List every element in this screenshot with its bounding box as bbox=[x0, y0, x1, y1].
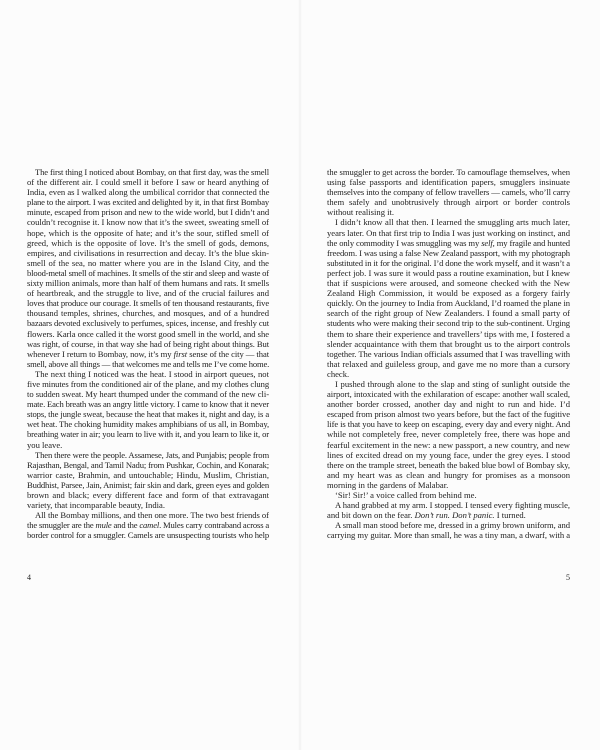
text-line bbox=[27, 429, 269, 439]
text-line bbox=[327, 329, 570, 339]
text-line bbox=[27, 399, 269, 409]
text-segment: I turned. bbox=[494, 510, 526, 521]
text-segment: and the bbox=[111, 520, 140, 531]
text-line bbox=[327, 318, 570, 328]
text-segment: I pushed through alone to the slap and sting of sunlight outside the bbox=[335, 378, 570, 389]
text-segment: to sudden sweat. My heart thumped under the command of the new cli- bbox=[27, 389, 270, 400]
text-segment: sense of the city — that bbox=[187, 348, 270, 359]
text-segment: of heartbreak, and the struggle to live, and of the crucial failures and bbox=[27, 288, 269, 299]
text-line bbox=[27, 197, 269, 207]
text-line bbox=[27, 379, 269, 389]
text-segment: border control for a smuggler. Camels are unsuspecting tourists who help bbox=[27, 530, 269, 541]
text-line bbox=[27, 490, 269, 500]
text-segment: using false passports and identification papers, smugglers insinuate bbox=[327, 177, 570, 188]
text-segment: freedom. I was using a false New Zealand passport, with my photograph bbox=[327, 247, 570, 258]
text-segment: loves that produce our courage. It smells of ten thousand restaurants, five bbox=[27, 298, 270, 309]
text-segment: fearful excitement in the new: a new passport, a new country, and new bbox=[327, 439, 570, 450]
text-segment: I didn’t know all that then. I learned the smuggling arts much later, bbox=[335, 217, 570, 228]
text-line bbox=[327, 217, 570, 227]
text-segment: you leave. bbox=[27, 439, 63, 450]
text-line bbox=[327, 409, 570, 419]
text-segment: Zealand High Commission, it would be exposed as a forgery fairly bbox=[327, 288, 570, 299]
text-line bbox=[27, 359, 269, 369]
text-line bbox=[27, 207, 269, 217]
text-segment: my fragile and hunted bbox=[494, 237, 570, 248]
text-line bbox=[327, 419, 570, 429]
text-line bbox=[27, 510, 269, 520]
text-segment: carrying my guitar. More than small, he was a tiny man, a dwarf, with a bbox=[327, 530, 571, 541]
text-segment: together. The various Indian officials assumed that I was travelling with bbox=[327, 348, 570, 359]
text-segment: A small man stood before me, dressed in a grimy brown uniform, and bbox=[335, 520, 570, 531]
text-line bbox=[27, 470, 269, 480]
text-segment: another border crossed, another day and night to run and hide. I’d bbox=[327, 399, 570, 410]
text-segment: the smuggler are the bbox=[27, 520, 96, 531]
text-segment: there on the trample street, beneath the baked blue bowl of Bombay sky, bbox=[327, 459, 570, 470]
text-line bbox=[327, 379, 570, 389]
text-line bbox=[327, 238, 570, 248]
text-line bbox=[27, 329, 269, 339]
text-segment: breathing water in air; you learn to live with it, and you learn to like it, or bbox=[27, 429, 269, 440]
text-segment: themselves into the company of fellow travellers — camels, who’ll carry bbox=[327, 187, 571, 198]
text-segment: check. bbox=[327, 368, 350, 379]
text-segment: while not completely free, never completely free, there was hope and bbox=[327, 429, 570, 440]
left-page-text bbox=[27, 167, 269, 540]
text-segment: Buddhist, Parsee, Jain, Animist; fair skin and dark, green eyes and golden bbox=[27, 479, 269, 490]
text-line bbox=[27, 520, 269, 530]
text-segment: without realising it. bbox=[327, 207, 395, 218]
text-segment: years later. On that first trip to India I was just working on instinct, and bbox=[327, 227, 570, 238]
text-line bbox=[327, 268, 570, 278]
text-segment: and bit down on the fear. bbox=[327, 510, 415, 521]
text-line bbox=[327, 308, 570, 318]
italic-text: Don’t run. Don’t panic. bbox=[414, 510, 495, 521]
text-line bbox=[27, 369, 269, 379]
text-line bbox=[27, 409, 269, 419]
text-line bbox=[327, 389, 570, 399]
text-segment: whenever I return to Bombay, now, it’s my bbox=[27, 348, 174, 359]
text-segment: blood-metal smell of machines. It smells of the stir and sleep and waste of bbox=[27, 267, 269, 278]
text-line bbox=[327, 349, 570, 359]
text-line bbox=[327, 520, 570, 530]
italic-text: mule bbox=[95, 520, 112, 531]
text-segment: morning in the gardens of Malabar. bbox=[327, 479, 449, 490]
text-line bbox=[27, 288, 269, 298]
text-segment: India, even as I walked along the umbilical corridor that connected the bbox=[27, 187, 270, 198]
page-number-right: 5 bbox=[566, 573, 570, 582]
text-line bbox=[327, 369, 570, 379]
text-segment: of the different air. I could smell it before I saw or heard anything of bbox=[27, 177, 269, 188]
text-line bbox=[327, 530, 570, 540]
text-line bbox=[327, 228, 570, 238]
text-line bbox=[27, 389, 269, 399]
text-line bbox=[327, 177, 570, 187]
text-segment: greed, which is the opposite of love. It’s the smell of gods, demons, bbox=[27, 237, 269, 248]
text-line bbox=[327, 510, 570, 520]
text-segment: smell of the sea, no matter where you are in the Island City, and the bbox=[27, 257, 269, 268]
text-line bbox=[27, 419, 269, 429]
text-line bbox=[327, 429, 570, 439]
text-line bbox=[327, 500, 570, 510]
text-segment: The first thing I noticed about Bombay, on that first day, was the smell bbox=[35, 167, 269, 177]
right-page-text bbox=[327, 167, 570, 540]
text-line bbox=[27, 349, 269, 359]
text-line bbox=[327, 470, 570, 480]
text-line bbox=[327, 258, 570, 268]
text-segment: Rajasthan, Bengal, and Tamil Nadu; from Pushkar, Cochin, and Konarak; bbox=[27, 459, 269, 470]
text-line bbox=[27, 440, 269, 450]
text-line bbox=[27, 278, 269, 288]
italic-text: first bbox=[173, 348, 188, 359]
text-line bbox=[327, 187, 570, 197]
text-segment: empires, and civilisations in resurrection and decay. It’s the blue skin- bbox=[27, 247, 269, 258]
text-segment: perfect job. I was sure it would pass a routine examination, but I knew bbox=[327, 267, 570, 278]
text-line bbox=[327, 278, 570, 288]
text-segment: that relaxed and guileless group, and gave me no more than a cursory bbox=[327, 358, 570, 369]
text-line bbox=[27, 248, 269, 258]
text-line bbox=[27, 228, 269, 238]
text-line bbox=[27, 318, 269, 328]
text-line bbox=[27, 187, 269, 197]
text-segment: hope, which is the opposite of hate; and it’s the sour, stifled smell of bbox=[27, 227, 269, 238]
text-segment: slender acquaintance with them that brought us to the airport controls bbox=[327, 338, 570, 349]
text-segment: that if suspicions were aroused, and someone checked with the New bbox=[327, 278, 570, 289]
text-line bbox=[27, 450, 269, 460]
text-segment: and my heart was as clean and hungry for promises as a monsoon bbox=[327, 469, 570, 480]
text-line bbox=[27, 460, 269, 470]
text-line bbox=[327, 197, 570, 207]
text-segment: minute, escaped from prison and new to the wide world, but I didn’t and bbox=[27, 207, 270, 218]
text-line bbox=[27, 258, 269, 268]
text-segment: The next thing I noticed was the heat. I stood in airport queues, not bbox=[35, 368, 269, 379]
text-segment: them safely and unobtrusively through airport or border controls bbox=[327, 197, 570, 208]
text-line bbox=[27, 530, 269, 540]
text-segment: smell, above all things — that welcomes me and tells me I’ve come home. bbox=[27, 358, 270, 369]
text-segment: bazaars devoted exclusively to perfumes, spices, incense, and freshly cut bbox=[27, 318, 269, 329]
text-line bbox=[327, 440, 570, 450]
text-line bbox=[327, 298, 570, 308]
text-segment: escaped from prison almost two years before, but the fact of the fugitive bbox=[327, 409, 570, 420]
text-segment: plane to the airport. I was excited and delighted by it, in that first Bombay bbox=[27, 197, 270, 208]
text-line bbox=[27, 238, 269, 248]
text-line bbox=[327, 207, 570, 217]
text-line bbox=[27, 500, 269, 510]
text-line bbox=[327, 460, 570, 470]
text-segment: search of the right group of New Zealanders. I found a small party of bbox=[327, 308, 570, 319]
text-line bbox=[327, 339, 570, 349]
text-segment: ‘Sir! Sir!’ a voice called from behind me. bbox=[335, 490, 477, 500]
text-segment: life is that you have to keep on escaping, every day and every night. And bbox=[327, 419, 571, 430]
text-segment: warrior caste, Brahmin, and untouchable; Hindu, Muslim, Christian, bbox=[27, 469, 269, 480]
text-line bbox=[27, 167, 269, 177]
text-line bbox=[327, 167, 570, 177]
text-segment: the only commodity I was smuggling was my bbox=[327, 237, 482, 248]
text-line bbox=[327, 450, 570, 460]
text-line bbox=[27, 339, 269, 349]
text-line bbox=[327, 248, 570, 258]
text-segment: Then there were the people. Assamese, Jats, and Punjabis; people from bbox=[35, 449, 269, 460]
text-segment: quickly. On the journey to India from Auckland, I’d roamed the plane in bbox=[327, 298, 571, 309]
text-segment: A hand grabbed at my arm. I stopped. I tensed every fighting muscle, bbox=[335, 500, 571, 511]
italic-text: self, bbox=[481, 237, 495, 248]
text-line bbox=[27, 298, 269, 308]
text-segment: All the Bombay millions, and then one more. The two best friends of bbox=[35, 510, 270, 521]
text-segment: them to share their experience and travellers’ tips with me, I fostered a bbox=[327, 328, 570, 339]
text-line bbox=[27, 177, 269, 187]
text-segment: thousand temples, shrines, churches, and mosques, and of a hundred bbox=[27, 308, 269, 319]
text-segment: couldn’t recognise it. I know now that it’s the sweet, sweating smell of bbox=[27, 217, 270, 228]
text-segment: variety, that incomparable beauty, India. bbox=[27, 500, 165, 511]
text-segment: brown and black; every different face and form of that extravagant bbox=[27, 490, 269, 500]
text-segment: airport, intoxicated with the exhilaration of escape: another wall scaled, bbox=[327, 389, 570, 400]
text-segment: students who were making their second trip to the sub-continent. Urging bbox=[327, 318, 571, 329]
text-segment: five minutes from the conditioned air of the plane, and my clothes clung bbox=[27, 378, 270, 389]
text-segment: mate. Each breath was an angry little victory. I came to know that it never bbox=[27, 399, 269, 410]
text-segment: stops, the jungle sweat, because the heat that makes it, night and day, is a bbox=[27, 409, 270, 420]
book-gutter bbox=[298, 0, 302, 750]
text-segment: . Mules carry contraband across a bbox=[159, 520, 270, 531]
text-segment: wet heat. The choking humidity makes amphibians of us all, in Bombay, bbox=[27, 419, 269, 430]
text-line bbox=[327, 399, 570, 409]
text-segment: flowers. Karla once called it the worst good smell in the world, and she bbox=[27, 328, 269, 339]
text-line bbox=[27, 480, 269, 490]
page-number-left: 4 bbox=[27, 573, 31, 582]
text-segment: the smuggler to get across the border. To camouflage themselves, when bbox=[327, 167, 570, 177]
text-line bbox=[27, 308, 269, 318]
text-segment: substituted in it for the original. I’d done the work myself, and it wasn’t a bbox=[327, 257, 570, 268]
text-line bbox=[327, 490, 570, 500]
text-line bbox=[27, 217, 269, 227]
text-segment: lines of excited dread on my young face, under the grey eyes. I stood bbox=[327, 449, 570, 460]
text-segment: sixty million animals, more than half of them humans and rats. It smells bbox=[27, 278, 270, 289]
italic-text: camel bbox=[139, 520, 160, 531]
text-line bbox=[327, 359, 570, 369]
text-line bbox=[27, 268, 269, 278]
text-segment: was right, of course, in that way she had of being right about things. But bbox=[27, 338, 270, 349]
text-line bbox=[327, 480, 570, 490]
text-line bbox=[327, 288, 570, 298]
